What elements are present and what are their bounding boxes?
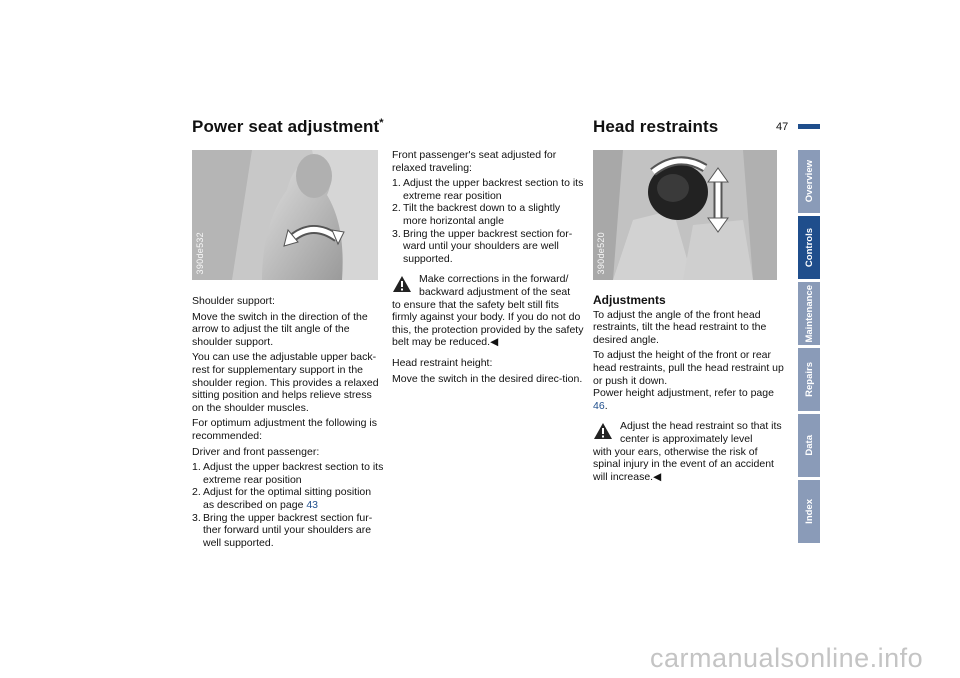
paragraph: Power height adjustment, refer to page 46. <box>593 387 774 412</box>
driver-steps-list <box>192 461 384 549</box>
tab-maintenance[interactable]: Maintenance <box>798 282 820 345</box>
paragraph: To adjust the height of the front or rear head restraints, pull the head restraint up or push it down. <box>593 349 784 387</box>
column-1 <box>192 295 384 549</box>
warning-text: with your ears, otherwise the risk of spinal injury in the event of an accident will increase. <box>593 445 774 483</box>
list-item: 1. Adjust the upper backrest section to its extreme rear position <box>192 461 384 486</box>
column-3 <box>593 294 785 483</box>
paragraph: Move the switch in the desired direc-tion. <box>392 372 583 385</box>
end-marker-icon: ◀ <box>653 470 662 483</box>
tab-data[interactable]: Data <box>798 414 820 477</box>
warning-icon <box>392 275 412 293</box>
warning-text: Adjust the head restraint so that its center is approximately level <box>620 420 782 445</box>
page-43-link[interactable]: 43 <box>306 498 319 511</box>
watermark: carmanualsonline.info <box>650 643 924 673</box>
page-accent-bar <box>798 124 820 129</box>
tab-controls[interactable]: Controls <box>798 216 820 279</box>
column-2 <box>392 149 584 388</box>
end-marker-icon: ◀ <box>490 336 499 349</box>
paragraph: Head restraint height: <box>392 356 493 369</box>
page-number: 47 <box>776 121 789 133</box>
list-item: 1. Adjust the upper backrest section to its extreme rear position <box>392 177 584 202</box>
tab-repairs[interactable]: Repairs <box>798 348 820 411</box>
tab-index[interactable]: Index <box>798 480 820 543</box>
paragraph: Move the switch in the direction of the arrow to adjust the tilt angle of the shoulder support. <box>192 310 368 348</box>
seat-photo <box>192 150 378 280</box>
warning-icon <box>593 422 613 440</box>
tab-overview[interactable]: Overview <box>798 150 820 213</box>
head-restraint-photo <box>593 150 777 280</box>
paragraph: To adjust the angle of the front head restraints, tilt the head restraint to the desired angle. <box>593 308 767 346</box>
adjustments-heading: Adjustments <box>593 293 666 307</box>
right-page-title: Head restraints <box>593 117 719 136</box>
head-restraint-warning <box>593 420 785 483</box>
list-item: 2. Tilt the backrest down to a slightly more horizontal angle <box>392 202 561 227</box>
paragraph: Driver and front passenger: <box>192 445 320 458</box>
paragraph: For optimum adjustment the following is recommended: <box>192 417 377 442</box>
list-item: 3. Bring the upper backrest section for-ward until your shoulders are well supported. <box>392 227 573 265</box>
seat-photo-code: 390de532 <box>195 231 205 274</box>
paragraph: You can use the adjustable upper back-rest for supplementary support in the shoulder region. This provides a relaxed sitting position and helps relieve stress on the shoulder muscles. <box>192 351 379 414</box>
warning-text: to ensure that the safety belt still fits firmly against your body. If you do not do this, the protection provided by the safety belt may be reduced. <box>392 298 584 349</box>
list-item: 2. Adjust for the optimal sitting position as described on page 43 <box>192 486 372 511</box>
passenger-steps-list <box>392 177 584 265</box>
shoulder-support-label: Shoulder support: <box>192 295 275 307</box>
page-46-link[interactable]: 46 <box>593 399 605 412</box>
paragraph: Front passenger's seat adjusted for relaxed traveling: <box>392 149 557 174</box>
warning-text: Make corrections in the forward/ backward adjustment of the seat <box>419 273 571 298</box>
left-page-title: Power seat adjustment* <box>192 117 384 136</box>
seat-warning <box>392 273 584 349</box>
head-photo-code: 390de520 <box>596 231 606 274</box>
list-item: 3. Bring the upper backrest section fur-ther forward until your shoulders are well supported. <box>192 511 373 549</box>
